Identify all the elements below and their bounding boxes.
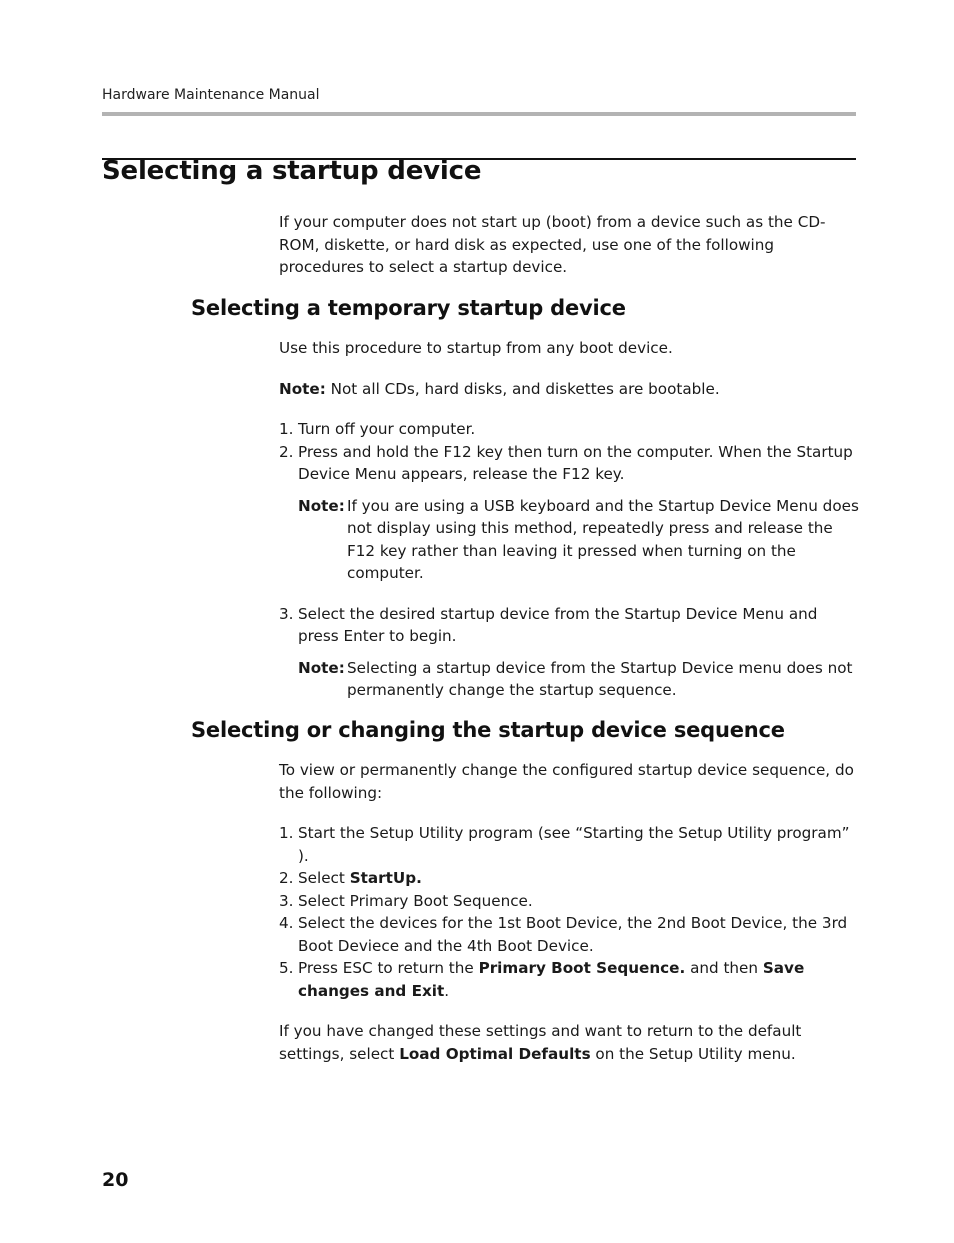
step-bold-term: Primary Boot Sequence. <box>478 959 686 977</box>
note-text: Selecting a startup device from the Startup Device menu does not permanently change the startup sequence. <box>347 658 853 699</box>
list-item <box>279 912 859 957</box>
step-text: Select Primary Boot Sequence. <box>298 891 533 910</box>
section-heading-temporary: Selecting a temporary startup device <box>191 296 626 320</box>
list-item <box>279 957 859 1002</box>
closing-text: If you have changed these settings and want to return to the default settings, select <box>279 1022 802 1063</box>
step-number: 3. <box>279 891 294 910</box>
note <box>279 378 859 401</box>
note-text: Not all CDs, hard disks, and diskettes are bootable. <box>330 379 720 398</box>
list-item <box>279 603 859 702</box>
step-text: Press ESC to return the <box>298 959 479 977</box>
section-temporary-intro: Use this procedure to startup from any boot device. <box>279 339 673 357</box>
step-text: Start the Setup Utility program (see “Starting the Setup Utility program” ). <box>298 824 850 865</box>
list-item <box>279 418 859 441</box>
note-label: Note: <box>298 496 345 515</box>
running-header: Hardware Maintenance Manual <box>102 87 320 103</box>
step-bold-term: StartUp. <box>349 869 422 887</box>
step-note <box>298 657 859 702</box>
step-number: 2. <box>279 869 294 887</box>
note-label: Note: <box>279 379 326 398</box>
step-number: 1. <box>279 824 294 842</box>
step-note <box>298 495 859 585</box>
section-heading-sequence: Selecting or changing the startup device sequence <box>191 718 785 742</box>
step-text: . <box>444 981 450 1000</box>
step-text: Select the desired startup device from the Startup Device Menu and press Enter to begin. <box>298 604 818 645</box>
page-title: Selecting a startup device <box>102 156 482 186</box>
page-number: 20 <box>102 1169 129 1191</box>
step-number: 2. <box>279 442 294 461</box>
list-item <box>279 822 859 867</box>
step-number: 4. <box>279 914 294 932</box>
section-temporary-body <box>279 337 859 702</box>
step-text: Select the devices for the 1st Boot Device, the 2nd Boot Device, the 3rd Boot Deviece and the 4th Boot Device. <box>298 914 848 955</box>
step-number: 3. <box>279 604 294 623</box>
intro-paragraph <box>279 211 859 279</box>
closing-text: on the Setup Utility menu. <box>590 1044 796 1063</box>
list-item <box>279 867 859 890</box>
step-number: 1. <box>279 420 294 438</box>
temporary-steps-list <box>279 418 859 702</box>
intro-text: If your computer does not start up (boot) from a device such as the CD-ROM, diskette, or hard disk as expected, use one of the following procedures to select a startup device. <box>279 213 826 276</box>
step-text: Turn off your computer. <box>298 420 476 438</box>
closing-bold-term: Load Optimal Defaults <box>399 1044 591 1063</box>
header-rule <box>102 112 856 116</box>
step-text: Select <box>298 869 350 887</box>
step-text: Press and hold the F12 key then turn on the computer. When the Startup Device Menu appears, release the F12 key. <box>298 442 853 483</box>
sequence-steps-list <box>279 822 859 1002</box>
step-text: and then <box>685 959 763 977</box>
list-item <box>279 890 859 913</box>
note-label: Note: <box>298 658 345 677</box>
closing-paragraph <box>279 1020 859 1065</box>
section-sequence-body <box>279 759 859 1065</box>
note-text: If you are using a USB keyboard and the Startup Device Menu does not display using this method, repeatedly press and release the F12 key rather than leaving it pressed when turning on the computer. <box>347 496 859 582</box>
section-sequence-intro: To view or permanently change the configured startup device sequence, do the following: <box>279 761 854 802</box>
step-number: 5. <box>279 959 294 977</box>
step-bold-term: Save changes and Exit <box>298 959 805 1000</box>
list-item <box>279 441 859 585</box>
